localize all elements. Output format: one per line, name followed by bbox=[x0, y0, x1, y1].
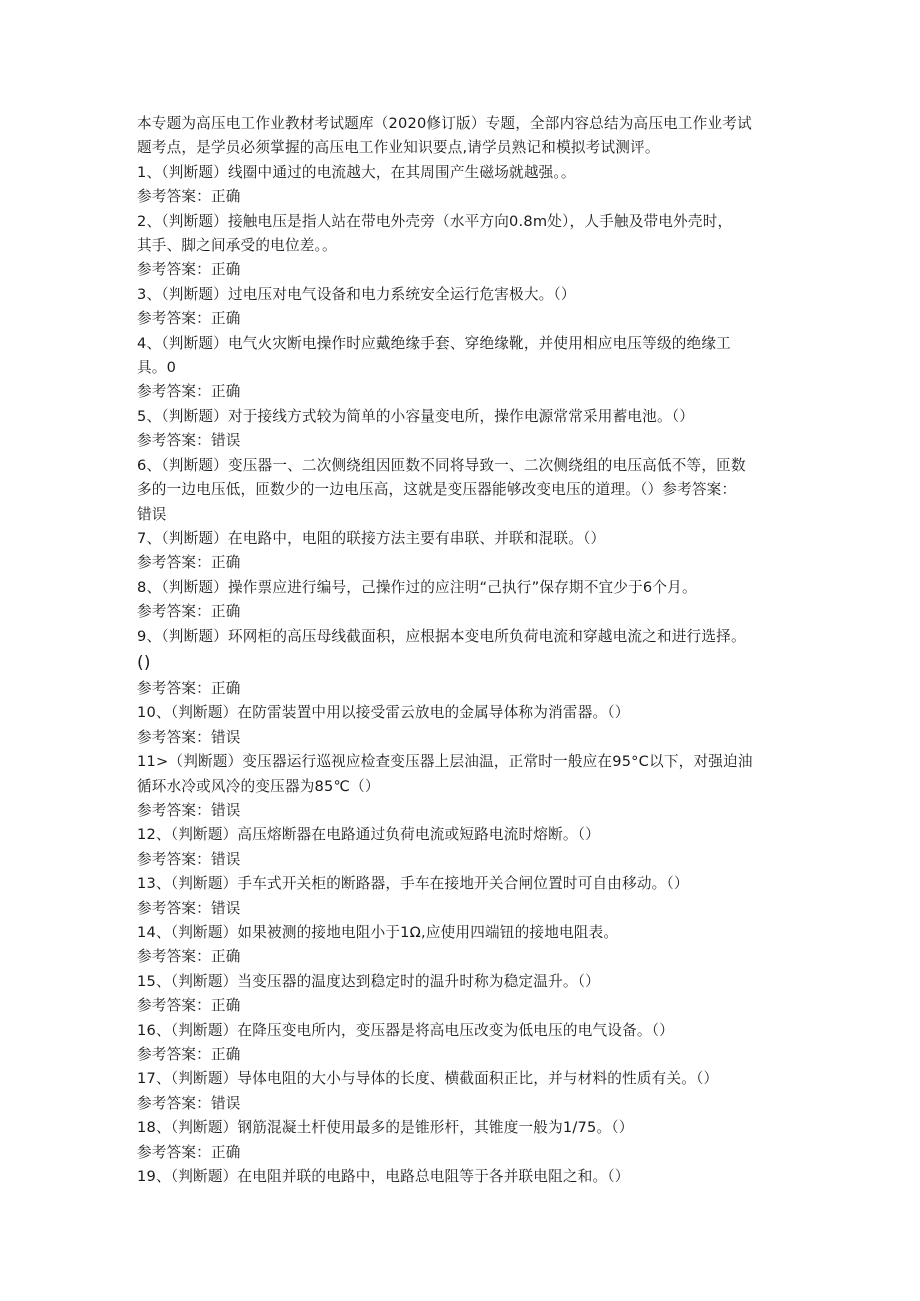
answer-line: 参考答案：正确 bbox=[137, 261, 241, 279]
question-text-line: 15、（判断题）当变压器的温度达到稳定时的温升时称为稳定温升。（） bbox=[137, 972, 600, 990]
answer-line: 参考答案：正确 bbox=[137, 1143, 241, 1161]
answer-line: 参考答案：正确 bbox=[137, 188, 241, 206]
question-text-line: 多的一边电压低，匝数少的一边电压高，这就是变压器能够改变电压的道理。（）参考答案： bbox=[137, 481, 737, 499]
answer-line: 参考答案：正确 bbox=[137, 679, 241, 697]
question-item bbox=[137, 161, 782, 210]
question-text-line: 4、（判断题）电气火灾断电操作时应戴绝缘手套、穿绝缘靴，并使用相应电压等级的绝缘工 bbox=[137, 334, 731, 352]
question-item bbox=[137, 750, 782, 823]
document-page bbox=[137, 112, 782, 1189]
question-text-line: 9、（判断题）环网柜的高压母线截面积，应根据本变电所负荷电流和穿越电流之和进行选择。 bbox=[137, 627, 746, 645]
question-text-line: 循环水冷或风冷的变压器为85℃（） bbox=[137, 777, 380, 795]
question-text-line: 11>（判断题）变压器运行巡视应检查变压器上层油温，正常时一般应在95°C以下，对强迫油 bbox=[137, 753, 753, 771]
answer-line: 参考答案：错误 bbox=[137, 899, 241, 917]
answer-line: 参考答案：正确 bbox=[137, 997, 241, 1015]
question-item bbox=[137, 1116, 782, 1165]
question-text-line: 16、（判断题）在降压变电所内，变压器是将高电压改变为低电压的电气设备。（） bbox=[137, 1021, 674, 1039]
question-text-line: 3、（判断题）过电压对电气设备和电力系统安全运行危害极大。（） bbox=[137, 285, 576, 303]
question-item bbox=[137, 527, 782, 576]
question-text-line: 7、（判断题）在电路中，电阻的联接方法主要有串联、并联和混联。（） bbox=[137, 529, 606, 547]
question-text-line: 5、（判断题）对于接线方式较为简单的小容量变电所，操作电源常常采用蓄电池。（） bbox=[137, 407, 695, 425]
answer-line: 参考答案：错误 bbox=[137, 728, 241, 746]
question-text-line: 18、（判断题）钢筋混凝土杆使用最多的是锥形杆，其锥度一般为1∕75。（） bbox=[137, 1119, 634, 1137]
question-text-line: 具。0 bbox=[137, 359, 177, 377]
answer-line: 参考答案：错误 bbox=[137, 432, 241, 450]
question-item bbox=[137, 210, 782, 283]
question-list bbox=[137, 161, 782, 1190]
intro-line: 本专题为高压电工作业教材考试题库（2020修订版）专题，全部内容总结为高压电工作业考试 bbox=[137, 115, 752, 132]
question-text-line: 17、（判断题）导体电阻的大小与导体的长度、横截面积正比，并与材料的性质有关。（） bbox=[137, 1070, 719, 1088]
question-text-line: 19、（判断题）在电阻并联的电路中，电路总电阻等于各并联电阻之和。（） bbox=[137, 1168, 630, 1186]
answer-line: 参考答案：正确 bbox=[137, 383, 241, 401]
question-item bbox=[137, 921, 782, 970]
question-text-line: 错误 bbox=[137, 505, 167, 523]
question-item bbox=[137, 332, 782, 405]
question-item bbox=[137, 1019, 782, 1068]
question-item bbox=[137, 576, 782, 625]
question-text-line: 2、（判断题）接触电压是指人站在带电外壳旁（水平方向0.8m处），人手触及带电外壳时， bbox=[137, 212, 733, 230]
question-text-line: 12、（判断题）高压熔断器在电路通过负荷电流或短路电流时熔断。（） bbox=[137, 826, 600, 844]
answer-line: 参考答案：正确 bbox=[137, 948, 241, 966]
question-text-line: 14、（判断题）如果被测的接地电阻小于1Ω,应使用四端钮的接地电阻表。 bbox=[137, 924, 619, 941]
question-item bbox=[137, 625, 782, 702]
question-item bbox=[137, 1067, 782, 1116]
question-item bbox=[137, 872, 782, 921]
answer-line: 参考答案：错误 bbox=[137, 801, 241, 819]
question-text-line: () bbox=[137, 652, 151, 673]
question-item bbox=[137, 283, 782, 332]
question-text-line: 13、（判断题）手车式开关柜的断路器，手车在接地开关合闸位置时可自由移动。（） bbox=[137, 875, 689, 893]
intro-line: 题考点，是学员必须掌握的高压电工作业知识要点,请学员熟记和模拟考试测评。 bbox=[137, 139, 660, 157]
question-text-line: 8、（判断题）操作票应进行编号，己操作过的应注明“己执行”保存期不宜少于6个月。 bbox=[137, 578, 697, 596]
answer-line: 参考答案：正确 bbox=[137, 1046, 241, 1064]
question-item bbox=[137, 970, 782, 1019]
answer-line: 参考答案：正确 bbox=[137, 554, 241, 572]
question-item bbox=[137, 454, 782, 527]
intro-paragraph bbox=[137, 112, 782, 161]
question-text-line: 6、（判断题）变压器一、二次侧绕组因匝数不同将导致一、二次侧绕组的电压高低不等，匝数 bbox=[137, 456, 746, 474]
question-item bbox=[137, 405, 782, 454]
answer-line: 参考答案：正确 bbox=[137, 603, 241, 621]
question-item bbox=[137, 701, 782, 750]
question-text-line: 1、（判断题）线圈中通过的电流越大，在其周围产生磁场就越强。。 bbox=[137, 163, 576, 181]
answer-line: 参考答案：错误 bbox=[137, 1094, 241, 1112]
answer-line: 参考答案：正确 bbox=[137, 310, 241, 328]
question-text-line: 10、（判断题）在防雷装置中用以接受雷云放电的金属导体称为消雷器。（） bbox=[137, 704, 630, 722]
question-item bbox=[137, 823, 782, 872]
answer-line: 参考答案：错误 bbox=[137, 850, 241, 868]
question-text-line: 其手、脚之间承受的电位差。。 bbox=[137, 237, 337, 255]
question-item bbox=[137, 1165, 782, 1189]
